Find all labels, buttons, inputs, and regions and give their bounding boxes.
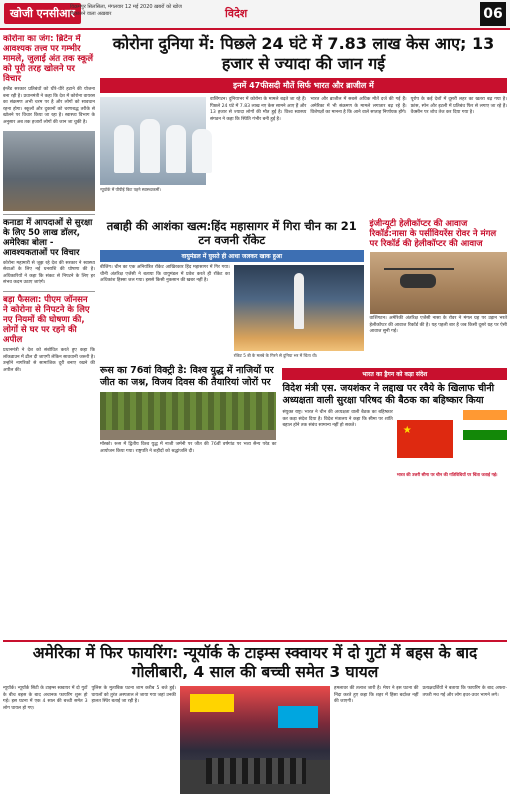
heli-body: वाशिंगटन। अमेरिकी अंतरिक्ष एजेंसी नासा के रोवर ने मंगल ग्रह पर उड़ान भरते हेलीकॉप्टर की आवाज रिकॉर्ड की है। यह पहली बार है जब किसी दूसरे ग्रह पर ऐसी आवाज सुनी गई। — [369, 316, 507, 335]
india-tag: भारत का ड्रैगन को कड़ा संदेश — [282, 368, 507, 380]
parade-headline: रूस का 76वां विक्ट्री डे: विश्व युद्ध में नाजियों पर जीत का जश्न, विजय दिवस की तैयारियां जोरों पर — [100, 365, 274, 388]
parade-body: मॉस्को। रूस में द्वितीय विश्व युद्ध में नाजी जर्मनी पर जीत की 76वीं वर्षगांठ पर भव्य सैन्य परेड का आयोजन किया गया। राष्ट्रपति ने शहीदों को श्रद्धांजलि दी। — [100, 442, 277, 454]
left-headline-1: कोरोना का जंग: ब्रिटेन में आवश्यक तत्त्व पर गम्भीर मामले, जुलाई अंत तक स्कूलें को पूरी तरह खोलने पर विचार — [3, 34, 93, 84]
bottom-col-2: पुलिस के मुताबिक घटना शाम करीब 5 बजे हुई। घायलों को तुरंत अस्पताल ले जाया गया जहां उनकी हालत स्थिर बताई जा रही है। — [91, 686, 176, 705]
india-flag — [463, 410, 507, 440]
lead-subhead: इनमें 47फीसदी मौतें सिर्फ भारत और ब्राजील में — [100, 78, 507, 93]
section-title: विदेश — [225, 7, 248, 20]
heli-headline: इंजीन्यूटी हेलीकॉप्टर की आवाज रिकॉर्ड:नासा के पर्सीवियरेंस रोवर ने मंगल पर रिकॉर्ड की हेलीकॉप्टर की आवाज — [369, 219, 497, 249]
flags-photo — [397, 410, 507, 470]
masthead — [0, 0, 510, 30]
india-headline: विदेश मंत्री एस. जयशंकर ने लद्दाख पर रवैये के खिलाफ चीनी अध्यक्षता वाली सुरक्षा परिषद की बैठक का बहिष्कार किया — [282, 383, 495, 406]
middle-band — [100, 219, 507, 359]
rocket-body: बीजिंग। चीन का एक अनियंत्रित रॉकेट आखिरकार हिंद महासागर में गिर गया। चीनी अंतरिक्ष एजेंसी ने बताया कि वायुमंडल में प्रवेश करते ही रॉकेट का अधिकांश हिस्सा जल गया। इससे किसी नुकसान की खबर नहीं है। — [100, 265, 230, 284]
rocket-photo — [234, 265, 364, 351]
china-flag: ★ — [397, 420, 453, 458]
india-body: संयुक्त राष्ट्र। भारत ने चीन की अध्यक्षता वाली बैठक का बहिष्कार कर कड़ा संदेश दिया है। विदेश मंत्रालय ने कहा कि सीमा पर शांति बहाल होने तक संबंध सामान्य नहीं हो सकते। — [282, 410, 393, 429]
left-body-2: कोरोना महामारी से जूझ रहे देश की सरकार ने स्वास्थ्य सेवाओं के लिए नई धनराशि की घोषणा की है। अधिकारियों ने कहा कि संकट से निपटने के लिए हर संभव कदम उठाए जाएंगे। — [3, 260, 95, 286]
lead-col-2: भारत और ब्राजील में सबसे अधिक मौतें दर्ज की गई हैं। अमेरिका में भी संक्रमण के मामले लगातार बढ़ रहे हैं। विशेषज्ञों का मानना है कि आने वाले सप्ताह निर्णायक होंगे। — [310, 97, 407, 116]
lead-col-1: वाशिंगटन। दुनियाभर में कोरोना के मामले बढ़ते जा रहे हैं। पिछले 24 घंटे में 7.83 लाख नए केस सामने आए हैं और 13 हजार से ज्यादा लोगों की मौत हुई है। विश्व स्वास्थ्य संगठन ने कहा कि स्थिति गंभीर बनी हुई है। — [209, 97, 307, 122]
lower-band — [100, 365, 507, 478]
lead-col-3: यूरोप के कई देशों में दूसरी लहर का खतरा बढ़ गया है। फ्रांस, स्पेन और इटली में प्रतिबंध फिर से लगाए जा रहे हैं। वैक्सीन पर शोध तेज कर दिया गया है। — [410, 97, 507, 116]
dateline: विक्रमपुर सिलसिला, मंगलवार 12 मई 2020 ख़बरों को खोज निकालने वाला अख़बार — [70, 4, 182, 17]
bottom-col-1: न्यूयॉर्क। न्यूयॉर्क सिटी के टाइम्स स्क्वायर में दो गुटों के बीच बहस के बाद अचानक फायरिंग शुरू हो गई। इस घटना में एक 4 साल की बच्ची समेत 3 लोग घायल हो गए। — [3, 686, 88, 711]
rocket-subhead: वायुमंडल में घुसते ही आधा जलकर खाक हुआ — [100, 250, 364, 262]
times-square-photo — [180, 686, 330, 794]
page-number: 06 — [480, 2, 506, 26]
left-body-1: इंग्लैंड सरकार प्रतिबंधों को धीरे-धीरे हटाने की योजना बना रही है। प्रधानमंत्री ने कहा कि देश में कोरोना वायरस का संक्रमण अभी चरम पर है और लोगों को सावधान रहना होगा। स्कूलों और दुकानों को चरणबद्ध तरीके से खोलने पर विचार किया जा रहा है। स्वास्थ्य विभाग के अनुसार अब तक हजारों लोगों की जान जा चुकी है। — [3, 87, 95, 125]
heli-photo — [370, 252, 507, 314]
india-quote: भारत की उत्तरी सीमा पर चीन की गतिविधियों पर चिंता जताई गई। — [396, 472, 498, 477]
rocket-caption: रॉकेट 5 बी के मलबे के गिरने से दुनिया भर में चिंता थी। — [233, 353, 318, 358]
bottom-col-4: प्रत्यक्षदर्शियों ने बताया कि फायरिंग के बाद अफरा-तफरी मच गई और लोग इधर-उधर भागने लगे। — [422, 686, 507, 698]
parade-photo — [100, 392, 276, 440]
divider — [3, 291, 95, 292]
ppe-workers-photo — [100, 97, 206, 185]
bottom-headline: अमेरिका में फिर फायरिंग: न्यूयॉर्क के टाइम्स स्क्वायर में दो गुटों में बहस के बाद गोलीबारी, 4 साल की बच्ची समेत 3 घायल — [3, 640, 507, 682]
protest-photo — [3, 131, 95, 211]
bottom-col-3: हमलावर की तलाश जारी है। मेयर ने इस घटना की निंदा करते हुए कहा कि शहर में हिंसा बर्दाश्त नहीं की जाएगी। — [334, 686, 419, 705]
left-body-3: प्रधानमंत्री ने देश को संबोधित करते हुए कहा कि लॉकडाउन में ढील दी जाएगी लेकिन सावधानी जरूरी है। उन्होंने नागरिकों से सामाजिक दूरी बनाए रखने की अपील की। — [3, 347, 95, 373]
main-area — [100, 34, 507, 478]
divider — [3, 214, 95, 215]
lead-headline: कोरोना दुनिया में: पिछले 24 घंटे में 7.83 लाख केस आए; 13 हजार से ज्यादा की जान गई — [112, 34, 495, 73]
bottom-story — [3, 640, 507, 794]
left-column — [3, 34, 95, 634]
left-headline-2: कनाडा में आपदाओं से सुरक्षा के लिए 50 लाख डॉलर, अमेरिका बोला - आवश्यकताओं पर विचार — [3, 217, 93, 258]
lead-story — [100, 97, 507, 215]
rocket-headline: तबाही की आशंका खत्म:हिंद महासागर में गिरा चीन का 21 टन वजनी रॉकेट — [106, 219, 357, 247]
brand-logo: खोजी एनसीआर — [4, 3, 81, 24]
left-headline-3: बड़ा फैसला: पीएम जॉनसन ने कोरोना से निपटने के लिए नए नियमों की घोषणा की, लोगों से घर पर रहने की अपील — [3, 294, 90, 345]
photo-caption: न्यूयॉर्क में पीपीई किट पहने स्वास्थ्यकर्मी। — [100, 187, 161, 192]
